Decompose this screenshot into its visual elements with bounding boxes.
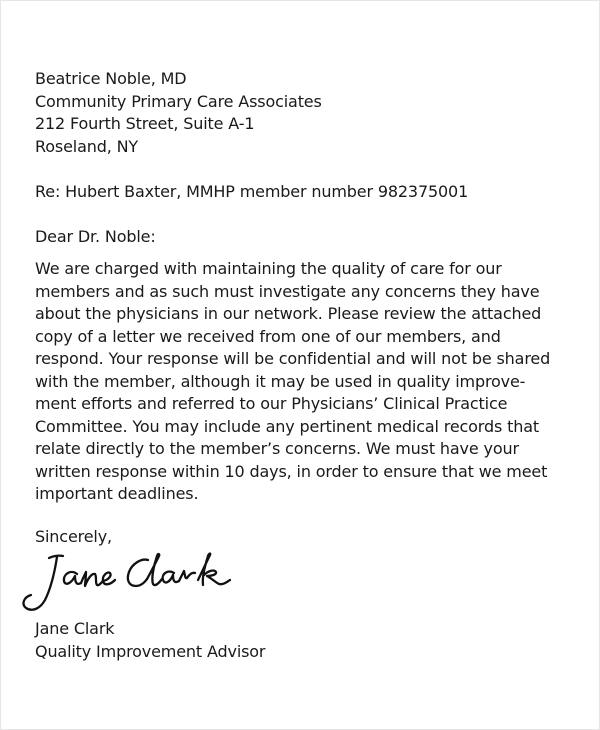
recipient-address: [35, 68, 575, 158]
letter-body: [35, 258, 575, 506]
salutation: Dear Dr. Noble:: [35, 226, 156, 246]
sender-block: [35, 618, 575, 663]
closing: Sincerely,: [35, 526, 112, 546]
recipient-name: Beatrice Noble, MD: [35, 69, 187, 88]
re-line: Re: Hubert Baxter, MMHP member number 982375001: [35, 182, 469, 201]
body-line: Committee. You may include any pertinent medical records that: [35, 416, 539, 436]
body-line: members and as such must investigate any concerns they have: [35, 281, 540, 301]
sender-name: Jane Clark: [35, 619, 115, 638]
body-line: respond. Your response will be confidential and will not be shared: [35, 349, 551, 368]
body-line: about the physicians in our network. Please review the attached: [35, 304, 542, 323]
body-line: relate directly to the member’s concerns. We must have your: [35, 439, 519, 458]
recipient-city: Roseland, NY: [35, 136, 139, 156]
recipient-street: 212 Fourth Street, Suite A-1: [35, 114, 255, 133]
body-line: We are charged with maintaining the quality of care for our: [35, 259, 502, 278]
sender-title: Quality Improvement Advisor: [35, 641, 266, 661]
body-line: important deadlines.: [35, 484, 199, 503]
body-line: with the member, although it may be used in quality improve-: [35, 371, 526, 391]
handwritten-signature: [13, 548, 313, 618]
body-line: ment efforts and referred to our Physicians’ Clinical Practice: [35, 394, 508, 413]
body-line: written response within 10 days, in order to ensure that we meet: [35, 461, 548, 481]
recipient-organization: Community Primary Care Associates: [35, 91, 322, 111]
body-line: copy of a letter we received from one of our members, and: [35, 326, 501, 346]
letter-content: [35, 68, 575, 663]
